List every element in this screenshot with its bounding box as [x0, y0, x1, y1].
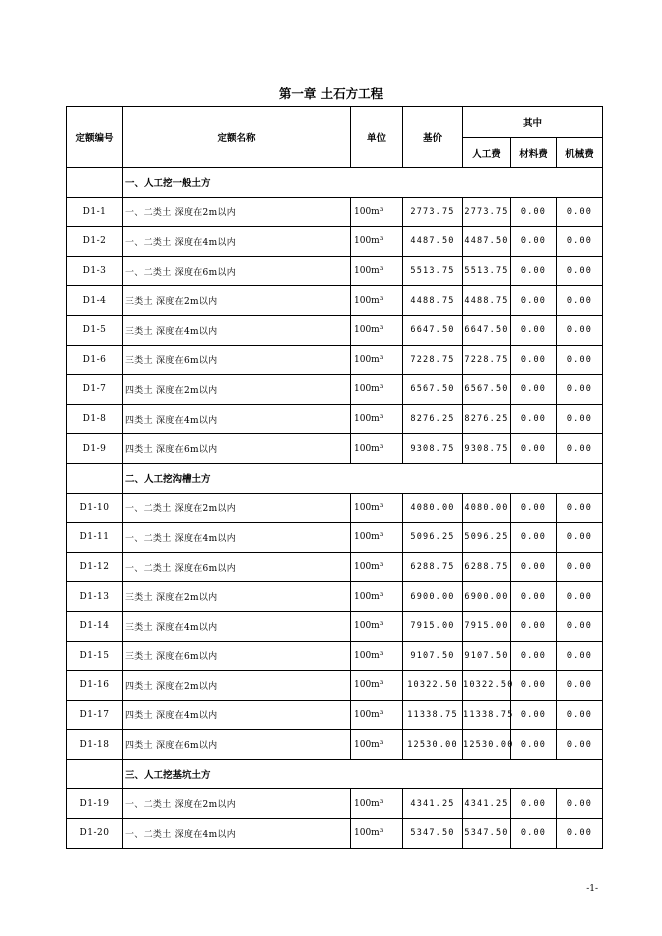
cell-labor: 6567.50 [463, 375, 511, 405]
section-title: 三、人工挖基坑土方 [123, 759, 603, 789]
cell-code: D1-9 [67, 434, 123, 464]
cell-base-price: 5347.50 [403, 819, 463, 849]
header-of-which: 其中 [463, 107, 603, 138]
cell-machine: 0.00 [557, 256, 603, 286]
cell-unit: 100m³ [351, 671, 403, 701]
cell-material: 0.00 [511, 315, 557, 345]
cell-machine: 0.00 [557, 375, 603, 405]
cell-unit: 100m³ [351, 523, 403, 553]
cell-material: 0.00 [511, 197, 557, 227]
section-code-cell [67, 168, 123, 198]
cell-name: 三类土 深度在4m以内 [123, 611, 351, 641]
cell-material: 0.00 [511, 552, 557, 582]
cell-name: 三类土 深度在6m以内 [123, 641, 351, 671]
table-row [67, 611, 603, 641]
cell-name: 四类土 深度在2m以内 [123, 375, 351, 405]
cell-name: 四类土 深度在4m以内 [123, 700, 351, 730]
cell-material: 0.00 [511, 286, 557, 316]
cell-unit: 100m³ [351, 493, 403, 523]
table-row [67, 345, 603, 375]
cell-name: 一、二类土 深度在2m以内 [123, 197, 351, 227]
page-number: -1- [586, 884, 598, 894]
cell-machine: 0.00 [557, 700, 603, 730]
header-material: 材料费 [511, 138, 557, 168]
cell-labor: 7915.00 [463, 611, 511, 641]
cell-machine: 0.00 [557, 641, 603, 671]
cell-code: D1-19 [67, 789, 123, 819]
cell-code: D1-2 [67, 227, 123, 257]
cell-labor: 11338.75 [463, 700, 511, 730]
cell-material: 0.00 [511, 671, 557, 701]
cell-unit: 100m³ [351, 197, 403, 227]
cell-code: D1-17 [67, 700, 123, 730]
header-labor: 人工费 [463, 138, 511, 168]
cell-labor: 12530.00 [463, 730, 511, 760]
cell-machine: 0.00 [557, 552, 603, 582]
table-row [67, 819, 603, 849]
cell-name: 一、二类土 深度在4m以内 [123, 523, 351, 553]
cell-code: D1-16 [67, 671, 123, 701]
cell-base-price: 9107.50 [403, 641, 463, 671]
table-row [67, 582, 603, 612]
section-row [67, 168, 603, 198]
section-title: 二、人工挖沟槽土方 [123, 463, 603, 493]
cell-machine: 0.00 [557, 345, 603, 375]
cell-code: D1-6 [67, 345, 123, 375]
table-row [67, 641, 603, 671]
cell-unit: 100m³ [351, 611, 403, 641]
cell-labor: 4341.25 [463, 789, 511, 819]
table-row [67, 700, 603, 730]
cell-unit: 100m³ [351, 789, 403, 819]
cell-labor: 5096.25 [463, 523, 511, 553]
cell-material: 0.00 [511, 789, 557, 819]
header-base-price: 基价 [403, 107, 463, 168]
cell-base-price: 9308.75 [403, 434, 463, 464]
cell-material: 0.00 [511, 582, 557, 612]
cell-name: 三类土 深度在4m以内 [123, 315, 351, 345]
cell-base-price: 12530.00 [403, 730, 463, 760]
cell-machine: 0.00 [557, 315, 603, 345]
cell-unit: 100m³ [351, 315, 403, 345]
cell-code: D1-3 [67, 256, 123, 286]
section-title: 一、人工挖一般土方 [123, 168, 603, 198]
cell-machine: 0.00 [557, 523, 603, 553]
cell-material: 0.00 [511, 493, 557, 523]
cell-material: 0.00 [511, 434, 557, 464]
cell-labor: 8276.25 [463, 404, 511, 434]
cell-labor: 5347.50 [463, 819, 511, 849]
section-row [67, 759, 603, 789]
header-machine: 机械费 [557, 138, 603, 168]
cell-base-price: 4488.75 [403, 286, 463, 316]
cell-machine: 0.00 [557, 227, 603, 257]
cell-base-price: 6288.75 [403, 552, 463, 582]
cell-name: 三类土 深度在2m以内 [123, 286, 351, 316]
cell-code: D1-11 [67, 523, 123, 553]
cell-labor: 6288.75 [463, 552, 511, 582]
cell-labor: 4080.00 [463, 493, 511, 523]
table-row [67, 256, 603, 286]
cell-base-price: 7228.75 [403, 345, 463, 375]
table-row [67, 286, 603, 316]
cell-material: 0.00 [511, 611, 557, 641]
cell-labor: 9107.50 [463, 641, 511, 671]
cell-base-price: 8276.25 [403, 404, 463, 434]
cell-machine: 0.00 [557, 819, 603, 849]
cell-code: D1-12 [67, 552, 123, 582]
cell-base-price: 4080.00 [403, 493, 463, 523]
cell-machine: 0.00 [557, 493, 603, 523]
table-body [67, 168, 603, 849]
cell-unit: 100m³ [351, 641, 403, 671]
cell-unit: 100m³ [351, 730, 403, 760]
cell-name: 一、二类土 深度在2m以内 [123, 789, 351, 819]
cell-material: 0.00 [511, 345, 557, 375]
cell-code: D1-5 [67, 315, 123, 345]
table-row [67, 434, 603, 464]
table-row [67, 730, 603, 760]
table-row [67, 404, 603, 434]
cell-machine: 0.00 [557, 197, 603, 227]
cell-base-price: 7915.00 [403, 611, 463, 641]
cell-unit: 100m³ [351, 286, 403, 316]
cell-name: 四类土 深度在2m以内 [123, 671, 351, 701]
table-row [67, 493, 603, 523]
header-name: 定额名称 [123, 107, 351, 168]
section-row [67, 463, 603, 493]
cell-machine: 0.00 [557, 730, 603, 760]
cell-labor: 4488.75 [463, 286, 511, 316]
cell-base-price: 6900.00 [403, 582, 463, 612]
cell-unit: 100m³ [351, 375, 403, 405]
cell-code: D1-13 [67, 582, 123, 612]
cell-base-price: 10322.50 [403, 671, 463, 701]
cell-base-price: 4341.25 [403, 789, 463, 819]
cell-name: 一、二类土 深度在6m以内 [123, 256, 351, 286]
cell-code: D1-1 [67, 197, 123, 227]
section-code-cell [67, 463, 123, 493]
cell-labor: 2773.75 [463, 197, 511, 227]
cell-name: 一、二类土 深度在2m以内 [123, 493, 351, 523]
cell-code: D1-18 [67, 730, 123, 760]
cell-material: 0.00 [511, 523, 557, 553]
quota-table [66, 106, 603, 849]
cell-name: 三类土 深度在2m以内 [123, 582, 351, 612]
cell-labor: 7228.75 [463, 345, 511, 375]
cell-machine: 0.00 [557, 434, 603, 464]
cell-code: D1-15 [67, 641, 123, 671]
header-unit: 单位 [351, 107, 403, 168]
cell-base-price: 11338.75 [403, 700, 463, 730]
cell-machine: 0.00 [557, 789, 603, 819]
table-row [67, 197, 603, 227]
cell-name: 三类土 深度在6m以内 [123, 345, 351, 375]
cell-base-price: 5096.25 [403, 523, 463, 553]
cell-unit: 100m³ [351, 256, 403, 286]
cell-base-price: 5513.75 [403, 256, 463, 286]
cell-name: 一、二类土 深度在4m以内 [123, 227, 351, 257]
cell-unit: 100m³ [351, 582, 403, 612]
cell-material: 0.00 [511, 641, 557, 671]
cell-base-price: 2773.75 [403, 197, 463, 227]
table-row [67, 315, 603, 345]
cell-unit: 100m³ [351, 227, 403, 257]
cell-code: D1-14 [67, 611, 123, 641]
table-row [67, 552, 603, 582]
cell-code: D1-20 [67, 819, 123, 849]
table-row [67, 375, 603, 405]
cell-base-price: 6567.50 [403, 375, 463, 405]
cell-code: D1-8 [67, 404, 123, 434]
cell-name: 四类土 深度在4m以内 [123, 404, 351, 434]
cell-machine: 0.00 [557, 286, 603, 316]
cell-name: 一、二类土 深度在6m以内 [123, 552, 351, 582]
cell-material: 0.00 [511, 404, 557, 434]
cell-code: D1-10 [67, 493, 123, 523]
cell-unit: 100m³ [351, 552, 403, 582]
cell-unit: 100m³ [351, 434, 403, 464]
cell-material: 0.00 [511, 700, 557, 730]
cell-unit: 100m³ [351, 404, 403, 434]
cell-labor: 6647.50 [463, 315, 511, 345]
cell-material: 0.00 [511, 256, 557, 286]
cell-unit: 100m³ [351, 345, 403, 375]
cell-labor: 5513.75 [463, 256, 511, 286]
cell-material: 0.00 [511, 227, 557, 257]
cell-base-price: 6647.50 [403, 315, 463, 345]
cell-labor: 10322.50 [463, 671, 511, 701]
cell-material: 0.00 [511, 819, 557, 849]
cell-machine: 0.00 [557, 671, 603, 701]
cell-code: D1-4 [67, 286, 123, 316]
cell-machine: 0.00 [557, 611, 603, 641]
cell-labor: 9308.75 [463, 434, 511, 464]
cell-labor: 4487.50 [463, 227, 511, 257]
table-row [67, 671, 603, 701]
cell-base-price: 4487.50 [403, 227, 463, 257]
cell-machine: 0.00 [557, 404, 603, 434]
cell-unit: 100m³ [351, 819, 403, 849]
page-title: 第一章 土石方工程 [278, 86, 384, 101]
cell-unit: 100m³ [351, 700, 403, 730]
cell-name: 一、二类土 深度在4m以内 [123, 819, 351, 849]
table-row [67, 227, 603, 257]
cell-name: 四类土 深度在6m以内 [123, 730, 351, 760]
cell-material: 0.00 [511, 375, 557, 405]
cell-labor: 6900.00 [463, 582, 511, 612]
table-row [67, 523, 603, 553]
header-code: 定额编号 [67, 107, 123, 168]
cell-code: D1-7 [67, 375, 123, 405]
cell-machine: 0.00 [557, 582, 603, 612]
cell-name: 四类土 深度在6m以内 [123, 434, 351, 464]
cell-material: 0.00 [511, 730, 557, 760]
table-row [67, 789, 603, 819]
section-code-cell [67, 759, 123, 789]
